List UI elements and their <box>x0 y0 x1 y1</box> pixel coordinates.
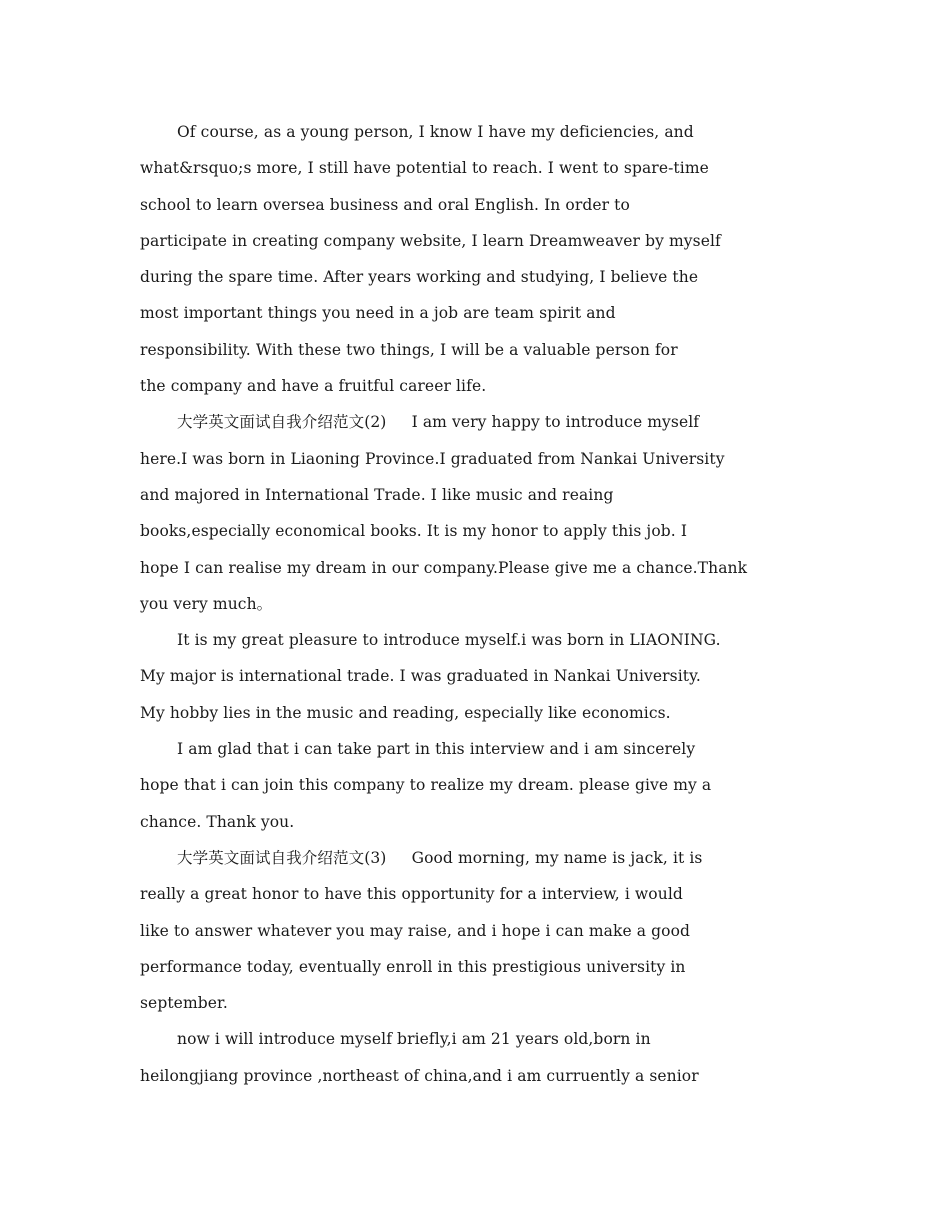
text-line: really a great honor to have this opportunity for a interview, i would <box>140 885 683 904</box>
paragraph-3 <box>140 622 815 731</box>
text-line: 大学英文面试自我介绍范文(3) Good morning, my name is jack, it is <box>177 848 703 867</box>
text-line: books,especially economical books. It is my honor to apply this job. I <box>140 522 688 541</box>
text-line: My hobby lies in the music and reading, especially like economics. <box>140 703 671 722</box>
text-line: during the spare time. After years working and studying, I believe the <box>140 268 699 287</box>
text-line: chance. Thank you. <box>140 812 295 831</box>
text-line: It is my great pleasure to introduce myself.i was born in LIAONING. <box>177 631 721 650</box>
text-line: school to learn oversea business and oral English. In order to <box>140 195 630 214</box>
document-body <box>140 114 815 1094</box>
paragraph-2 <box>140 404 815 622</box>
text-line: now i will introduce myself briefly,i am 21 years old,born in <box>177 1030 651 1049</box>
text-line: here.I was born in Liaoning Province.I graduated from Nankai University <box>140 449 725 468</box>
text-line: responsibility. With these two things, I will be a valuable person for <box>140 340 678 359</box>
paragraph-5 <box>140 840 815 1021</box>
text-line: like to answer whatever you may raise, and i hope i can make a good <box>140 921 691 940</box>
text-line: 大学英文面试自我介绍范文(2) I am very happy to introduce myself <box>177 413 700 432</box>
text-line: what&rsquo;s more, I still have potential to reach. I went to spare-time <box>140 159 709 178</box>
text-line: heilongjiang province ,northeast of china,and i am curruently a senior <box>140 1066 699 1085</box>
text-line: and majored in International Trade. I like music and reaing <box>140 485 614 504</box>
text-line: september. <box>140 994 228 1013</box>
paragraph-4 <box>140 731 815 840</box>
text-line: most important things you need in a job are team spirit and <box>140 304 616 323</box>
text-line: performance today, eventually enroll in this prestigious university in <box>140 957 686 976</box>
text-line: hope that i can join this company to realize my dream. please give my a <box>140 776 712 795</box>
text-line: I am glad that i can take part in this interview and i am sincerely <box>177 740 696 759</box>
text-line: hope I can realise my dream in our company.Please give me a chance.Thank <box>140 558 748 577</box>
text-line: participate in creating company website, I learn Dreamweaver by myself <box>140 231 721 250</box>
text-line: My major is international trade. I was graduated in Nankai University. <box>140 667 701 686</box>
text-line: the company and have a fruitful career life. <box>140 377 487 396</box>
paragraph-6 <box>140 1021 815 1094</box>
text-line: you very much。 <box>140 594 273 613</box>
paragraph-1 <box>140 114 815 404</box>
text-line: Of course, as a young person, I know I have my deficiencies, and <box>177 123 694 141</box>
